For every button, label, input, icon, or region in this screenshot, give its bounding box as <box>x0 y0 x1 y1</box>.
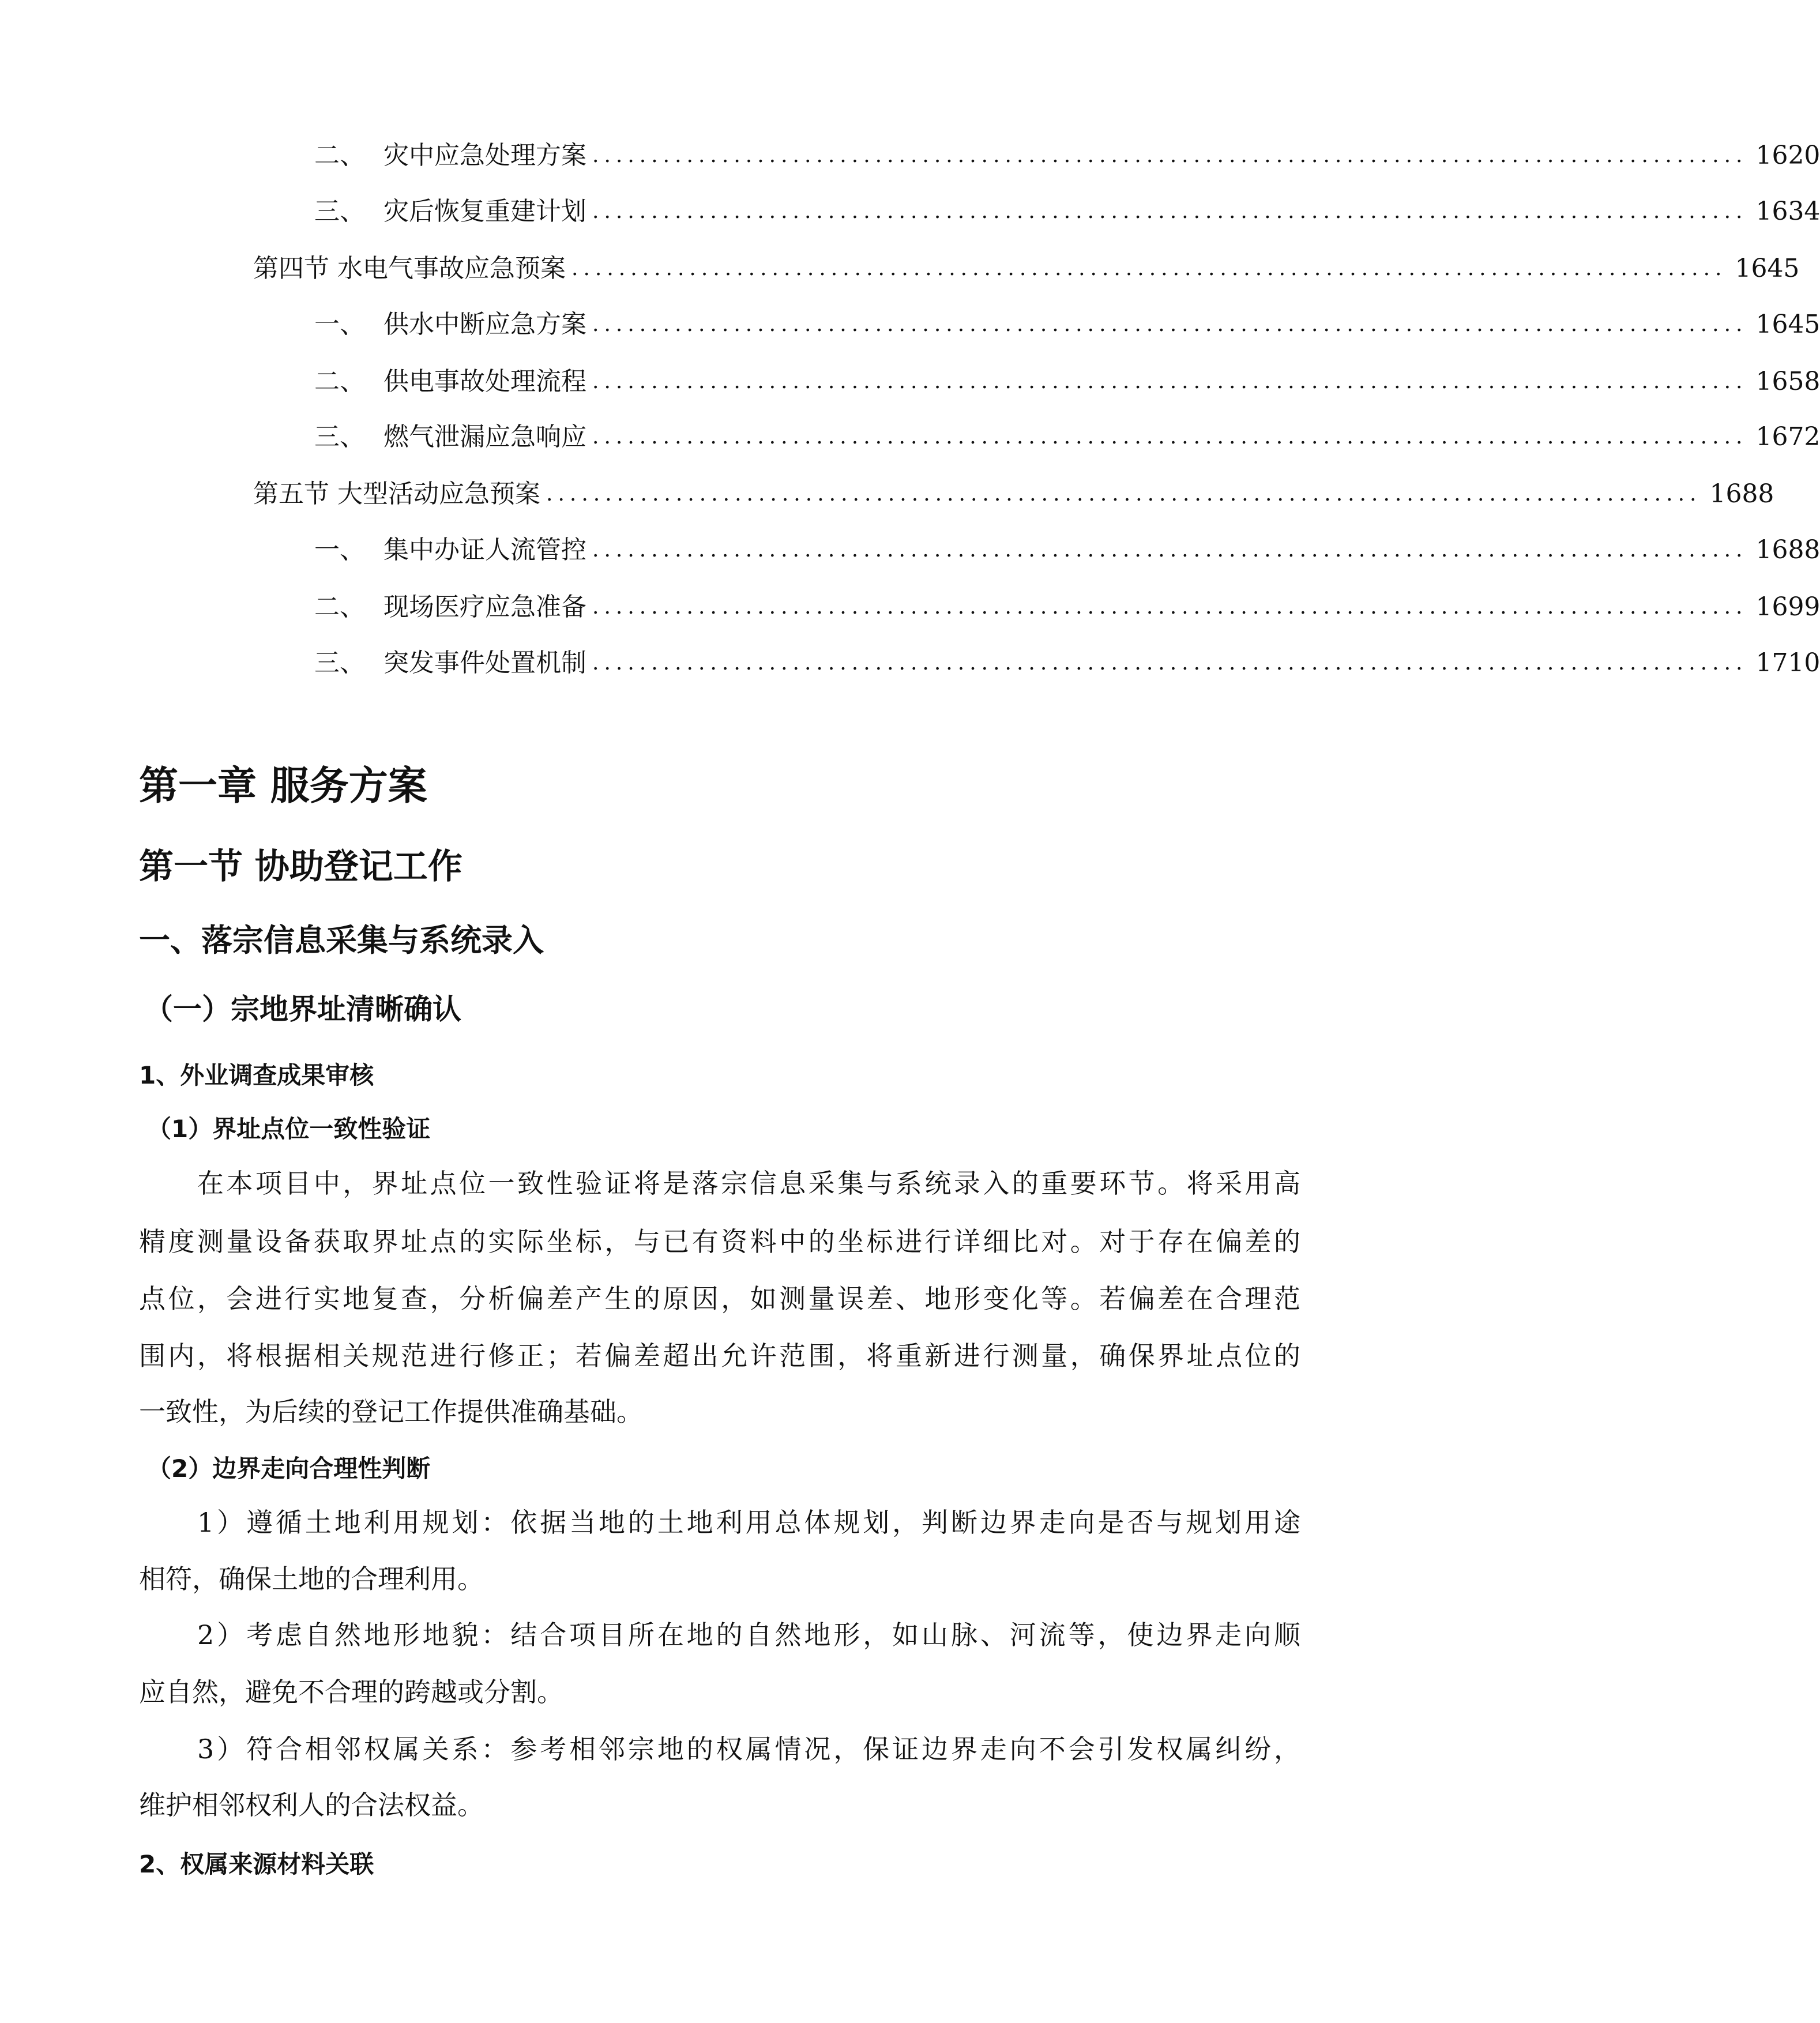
toc-entry-title: 突发事件处置机制 <box>383 648 586 678</box>
list-item-line: 维护相邻权利人的合法权益。 <box>139 1789 484 1821</box>
toc-entry-number: 三、 <box>314 422 365 452</box>
toc-entry-label <box>314 296 586 353</box>
toc-leader-dots: .................................................................................................. <box>592 370 1748 393</box>
toc-entry[interactable] <box>314 579 1820 636</box>
subsubsection-heading: （一）宗地界址清晰确认 <box>144 992 461 1026</box>
toc-entry-label <box>314 635 586 691</box>
toc-entry[interactable] <box>314 296 1820 353</box>
toc-entry-title: 第五节 大型活动应急预案 <box>253 479 540 509</box>
toc-entry[interactable] <box>314 409 1820 465</box>
toc-leader-dots: .................................................................................................. <box>592 313 1748 336</box>
toc-page-number: 1688 <box>1709 479 1774 509</box>
toc-leader-dots: .................................................................................................. <box>592 425 1748 449</box>
toc-entry[interactable] <box>314 354 1820 410</box>
toc-page-number: 1710 <box>1755 648 1820 678</box>
toc-entry-label <box>314 409 586 465</box>
list-item-line: 3）符合相邻权属关系：参考相邻宗地的权属情况，保证边界走向不会引发权属纠纷， <box>197 1734 1300 1765</box>
toc-entry-label <box>314 127 586 184</box>
toc-entry-number: 三、 <box>314 648 365 678</box>
subsection-heading: 一、落宗信息采集与系统录入 <box>139 922 544 958</box>
toc-leader-dots: .................................................................................................. <box>592 200 1748 223</box>
toc-entry-number: 二、 <box>314 141 365 170</box>
toc-entry-number: 三、 <box>314 197 365 226</box>
toc-entry-title: 燃气泄漏应急响应 <box>383 422 586 452</box>
toc-leader-dots: .................................................................................................. <box>546 482 1702 506</box>
subitem-heading: （2）边界走向合理性判断 <box>147 1454 431 1483</box>
paragraph-line: 精度测量设备获取界址点的实际坐标，与已有资料中的坐标进行详细比对。对于存在偏差的 <box>139 1226 1300 1257</box>
toc-entry-number: 二、 <box>314 367 365 396</box>
list-item-line: 1）遵循土地利用规划：依据当地的土地利用总体规划，判断边界走向是否与规划用途 <box>197 1507 1300 1538</box>
toc-entry-number: 一、 <box>314 310 365 339</box>
toc-page-number: 1634 <box>1755 197 1820 226</box>
list-item-line: 应自然，避免不合理的跨越或分割。 <box>139 1676 563 1708</box>
paragraph-line: 围内，将根据相关规范进行修正；若偏差超出允许范围，将重新进行测量，确保界址点位的 <box>139 1340 1300 1371</box>
toc-entry-title: 第四节 水电气事故应急预案 <box>253 254 566 283</box>
toc-entry[interactable] <box>253 466 1774 522</box>
chapter-heading: 第一章 服务方案 <box>139 764 427 809</box>
paragraph-line: 在本项目中，界址点位一致性验证将是落宗信息采集与系统录入的重要环节。将采用高 <box>197 1168 1300 1199</box>
toc-leader-dots: .................................................................................................. <box>592 651 1748 675</box>
toc-entry[interactable] <box>314 522 1820 578</box>
subitem-heading: （1）界址点位一致性验证 <box>147 1115 431 1143</box>
toc-entry-title: 集中办证人流管控 <box>383 535 586 565</box>
toc-entry-label <box>314 354 586 410</box>
toc-entry-title: 灾中应急处理方案 <box>383 141 586 170</box>
toc-entry-title: 供水中断应急方案 <box>383 310 586 339</box>
toc-page-number: 1699 <box>1755 592 1820 622</box>
toc-entry-label <box>314 579 586 636</box>
toc-entry-label <box>314 183 586 240</box>
paragraph-line: 点位，会进行实地复查，分析偏差产生的原因，如测量误差、地形变化等。若偏差在合理范 <box>139 1283 1300 1314</box>
toc-page-number: 1645 <box>1755 310 1820 339</box>
toc-entry-title: 现场医疗应急准备 <box>383 592 586 622</box>
toc-page-number: 1645 <box>1735 254 1800 283</box>
toc-leader-dots: .................................................................................................. <box>592 538 1748 562</box>
toc-entry-title: 供电事故处理流程 <box>383 367 586 396</box>
toc-leader-dots: .................................................................................................. <box>571 257 1727 280</box>
item-heading: 1、外业调查成果审核 <box>139 1061 374 1089</box>
item-heading: 2、权属来源材料关联 <box>139 1850 374 1878</box>
toc-page-number: 1658 <box>1755 367 1820 396</box>
toc-leader-dots: .................................................................................................. <box>592 595 1748 619</box>
toc-entry-number: 二、 <box>314 592 365 622</box>
toc-page-number: 1672 <box>1755 422 1820 452</box>
paragraph-line: 一致性，为后续的登记工作提供准确基础。 <box>139 1396 643 1427</box>
list-item-line: 2）考虑自然地形地貌：结合项目所在地的自然地形，如山脉、河流等，使边界走向顺 <box>197 1619 1300 1650</box>
toc-page-number: 1688 <box>1755 535 1820 565</box>
list-item-line: 相符，确保土地的合理利用。 <box>139 1563 484 1595</box>
toc-entry[interactable] <box>253 240 1800 297</box>
section-heading: 第一节 协助登记工作 <box>139 847 462 887</box>
toc-entry-label <box>314 522 586 578</box>
toc-entry[interactable] <box>314 127 1820 184</box>
toc-leader-dots: .................................................................................................. <box>592 144 1748 167</box>
toc-entry-title: 灾后恢复重建计划 <box>383 197 586 226</box>
toc-entry-number: 一、 <box>314 535 365 565</box>
toc-entry[interactable] <box>314 183 1820 240</box>
toc-entry[interactable] <box>314 635 1820 691</box>
toc-page-number: 1620 <box>1755 141 1820 170</box>
